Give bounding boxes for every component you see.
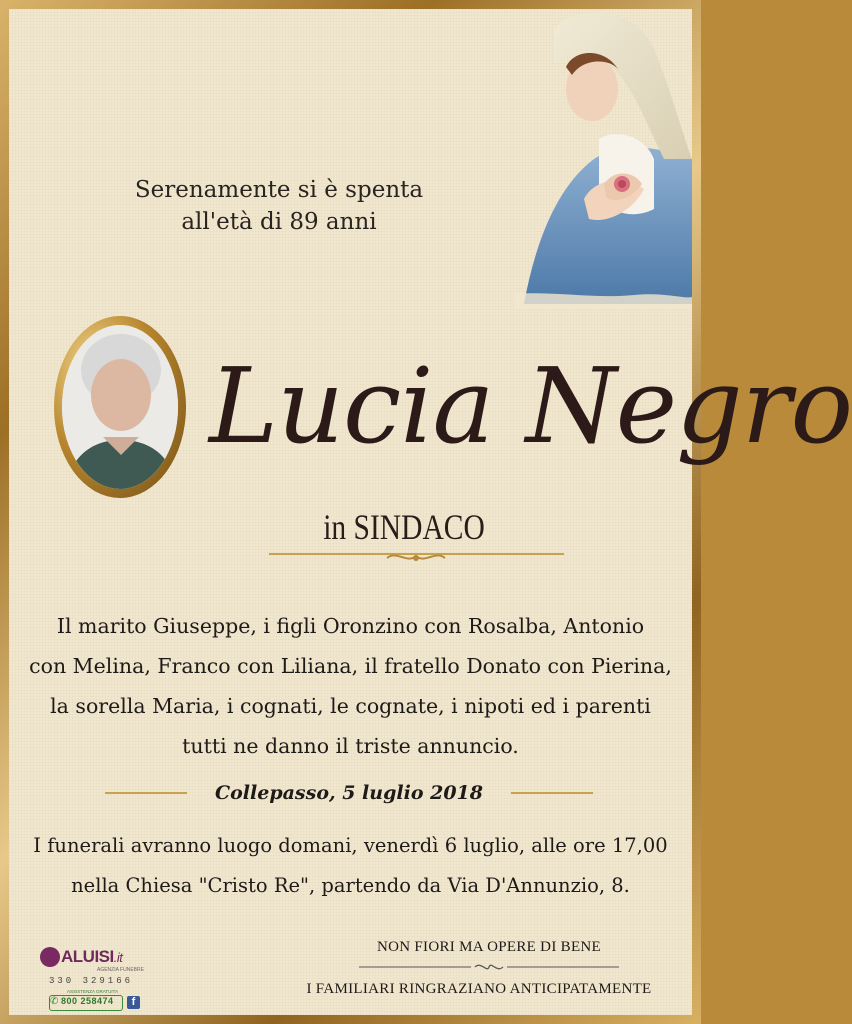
announcement-line-2: con Melina, Franco con Liliana, il fratello Donato con Pierina, <box>29 654 672 678</box>
funeral-line-2: nella Chiesa "Cristo Re", partendo da Via D'Annunzio, 8. <box>71 874 630 897</box>
agency-toll-free: 800 258474 <box>61 996 114 1006</box>
funeral-info <box>19 826 682 906</box>
agency-logo-icon <box>40 947 60 967</box>
footer-thanks: I FAMILIARI RINGRAZIANO ANTICIPATAMENTE <box>306 981 652 997</box>
agency-tagline: ASSISTENZA GRATUITA <box>67 989 119 994</box>
place-date: Collepasso, 5 luglio 2018 <box>215 782 483 804</box>
intro-line-1: Serenamente si è spenta <box>134 177 424 203</box>
intro-text <box>129 174 429 238</box>
agency-subtitle: AGENZIA FUNEBRE <box>97 967 144 973</box>
footer-request: NON FIORI MA OPERE DI BENE <box>376 939 602 955</box>
intro-line-2: all'età di 89 anni <box>181 209 377 235</box>
announcement-line-1: Il marito Giuseppe, i figli Oronzino con Rosalba, Antonio <box>56 614 645 638</box>
announcement-line-3: la sorella Maria, i cognati, le cognate, i nipoti ed i parenti <box>50 694 651 718</box>
deceased-name: Lucia Negro <box>209 345 852 467</box>
announcement-text <box>29 606 672 766</box>
obituary-notice <box>9 9 852 1015</box>
place-divider-right <box>511 792 593 794</box>
portrait-photo <box>53 315 187 499</box>
ornament-divider <box>269 546 564 566</box>
agency-brand-name: ALUISI <box>61 947 114 966</box>
announcement-line-4: tutti ne danno il triste annuncio. <box>182 734 519 758</box>
place-divider-left <box>105 792 187 794</box>
agency-brand <box>61 947 122 967</box>
agency-logo <box>37 939 157 1009</box>
place-date-row <box>99 775 599 811</box>
married-name: in SINDACO <box>323 507 485 547</box>
phone-icon: ✆ <box>50 996 59 1007</box>
madonna-illustration <box>514 9 692 309</box>
funeral-line-1: I funerali avranno luogo domani, venerdì 6 luglio, alle ore 17,00 <box>33 834 668 857</box>
agency-brand-suffix: .it <box>113 950 123 965</box>
agency-phone: 330 329166 <box>49 976 134 986</box>
facebook-icon[interactable]: f <box>127 996 140 1009</box>
footer-ornament <box>359 959 619 975</box>
